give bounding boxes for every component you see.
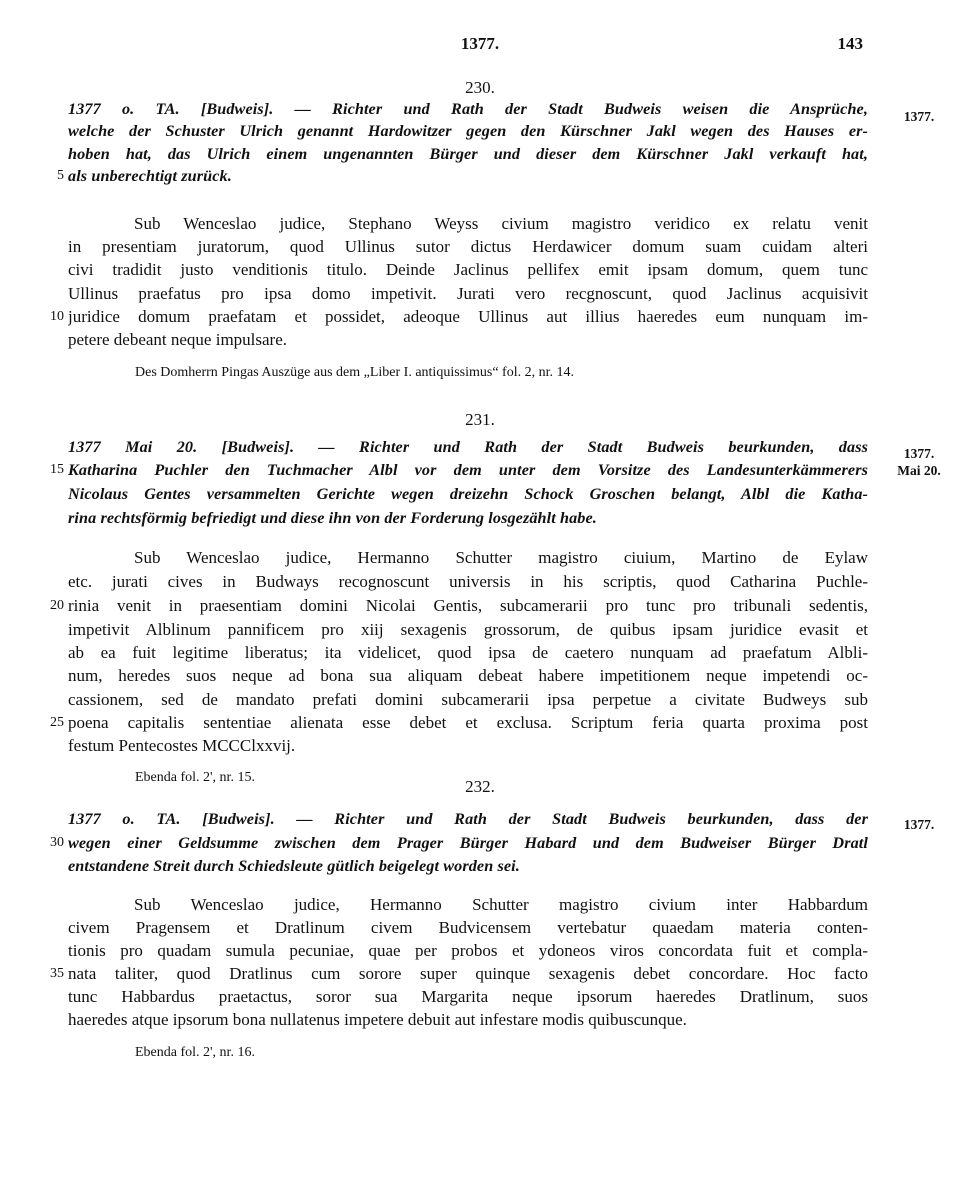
body-line: ab ea fuit legitime liberatus; ita videlicet, quod ipsa de caetero nunquam ad praefatum Albli- xyxy=(68,643,868,662)
body-line: nata taliter, quod Dratlinus cum sorore super quinque sexagenis debet concordare. Hoc facto xyxy=(68,964,868,983)
regest-line: Nicolaus Gentes versammelten Gerichte wegen dreizehn Schock Groschen belangt, Albl die Katha- xyxy=(68,485,868,503)
body-line: civi tradidit justo venditionis titulo. Deinde Jaclinus pellifex emit ipsam domum, quem tunc xyxy=(68,260,868,279)
body-line: civem Pragensem et Dratlinum civem Budvicensem vertebatur quaedam materia conten- xyxy=(68,918,868,937)
regest-line: entstandene Streit durch Schiedsleute gütlich beigelegt worden sei. xyxy=(68,857,520,875)
document-number: 230. xyxy=(465,78,495,97)
body-line: impetivit Alblinum pannificem pro xiij sexagenis grossorum, de quibus ipsam juridice evasit et xyxy=(68,620,868,639)
line-number: 10 xyxy=(50,309,64,324)
regest-line: als unberechtigt zurück. xyxy=(68,167,232,185)
body-line: Sub Wenceslao judice, Stephano Weyss civium magistro veridico ex relatu venit xyxy=(134,214,868,233)
regest-line: rina rechtsförmig befriedigt und diese ihn von der Forderung losgezählt habe. xyxy=(68,509,597,527)
line-number: 30 xyxy=(50,835,64,850)
running-head-year: 1377. xyxy=(460,34,500,53)
regest-line: hoben hat, das Ulrich einem ungenannten Bürger und dieser dem Kürschner Jakl verkauft hat, xyxy=(68,145,868,163)
margin-date: 1377. Mai 20. xyxy=(897,446,941,478)
line-number: 35 xyxy=(50,966,64,981)
regest-line: wegen einer Geldsumme zwischen dem Prager Bürger Habard und dem Budweiser Bürger Dratl xyxy=(68,834,868,852)
margin-date: 1377. xyxy=(903,109,935,124)
body-line: Sub Wenceslao judice, Hermanno Schutter magistro ciuium, Martino de Eylaw xyxy=(134,548,868,567)
regest-line: welche der Schuster Ulrich genannt Hardowitzer gegen den Kürschner Jakl wegen des Hauses er- xyxy=(68,122,868,140)
document-number: 232. xyxy=(465,777,495,796)
line-number: 25 xyxy=(50,715,64,730)
document-number: 231. xyxy=(465,410,495,429)
body-line: tunc Habbardus praetactus, soror sua Margarita neque ipsorum haeredes Dratlinum, suos xyxy=(68,987,868,1006)
regest-line: 1377 o. TA. [Budweis]. — Richter und Rath der Stadt Budweis weisen die Ansprüche, xyxy=(68,100,868,118)
line-number: 15 xyxy=(50,462,64,477)
body-line: haeredes atque ipsorum bona nullatenus impetere debuit aut infestare modis quibuscunque. xyxy=(68,1010,687,1029)
body-line: Ullinus praefatus pro ipsa domo impetivit. Jurati vero recgnoscunt, quod Jaclinus acquisivit xyxy=(68,284,868,303)
body-line: cassionem, sed de mandato prefati domini subcamerarii ipsa perpetue a civitate Budweys sub xyxy=(68,690,868,709)
body-line: juridice domum praefatam et possidet, adeoque Ullinus aut illius haeredes eum nunquam im- xyxy=(68,307,868,326)
regest-line: 1377 Mai 20. [Budweis]. — Richter und Rath der Stadt Budweis beurkunden, dass xyxy=(68,438,868,456)
body-line: num, heredes suos neque ad bona sua aliquam debeat habere impetitionem neque impetendi oc- xyxy=(68,666,868,685)
body-line: tionis pro quadam sumula pecuniae, quae per probos et ydoneos viros concordata fuit et compla- xyxy=(68,941,868,960)
line-number: 5 xyxy=(57,168,64,183)
source-note: Ebenda fol. 2', nr. 15. xyxy=(135,770,255,785)
line-number: 20 xyxy=(50,598,64,613)
body-line: poena capitalis sententiae alienata esse debet et exclusa. Scriptum feria quarta proxima post xyxy=(68,713,868,732)
body-line: festum Pentecostes MCCClxxvij. xyxy=(68,736,296,755)
body-line: Sub Wenceslao judice, Hermanno Schutter magistro civium inter Habbardum xyxy=(134,895,868,914)
page-header xyxy=(0,34,960,58)
body-line: in presentiam juratorum, quod Ullinus sutor dictus Herdawicer domum suam cuidam alteri xyxy=(68,237,868,256)
regest-line: 1377 o. TA. [Budweis]. — Richter und Rath der Stadt Budweis beurkunden, dass der xyxy=(68,810,868,828)
body-line: petere debeant neque impulsare. xyxy=(68,330,288,349)
page-number: 143 xyxy=(837,34,863,53)
body-line: rinia venit in praesentiam domini Nicolai Gentis, subcamerarii pro tunc pro tribunali sedentis, xyxy=(68,596,868,615)
source-note: Des Domherrn Pingas Auszüge aus dem „Liber I. antiquissimus“ fol. 2, nr. 14. xyxy=(135,365,574,380)
margin-date: 1377. xyxy=(903,817,935,832)
source-note: Ebenda fol. 2', nr. 16. xyxy=(135,1045,255,1060)
regest-line: Katharina Puchler den Tuchmacher Albl vor dem unter dem Vorsitze des Landesunterkämmerers xyxy=(68,461,868,479)
body-line: etc. jurati cives in Budways recognoscunt universis in his scriptis, quod Catharina Puchle- xyxy=(68,572,868,591)
